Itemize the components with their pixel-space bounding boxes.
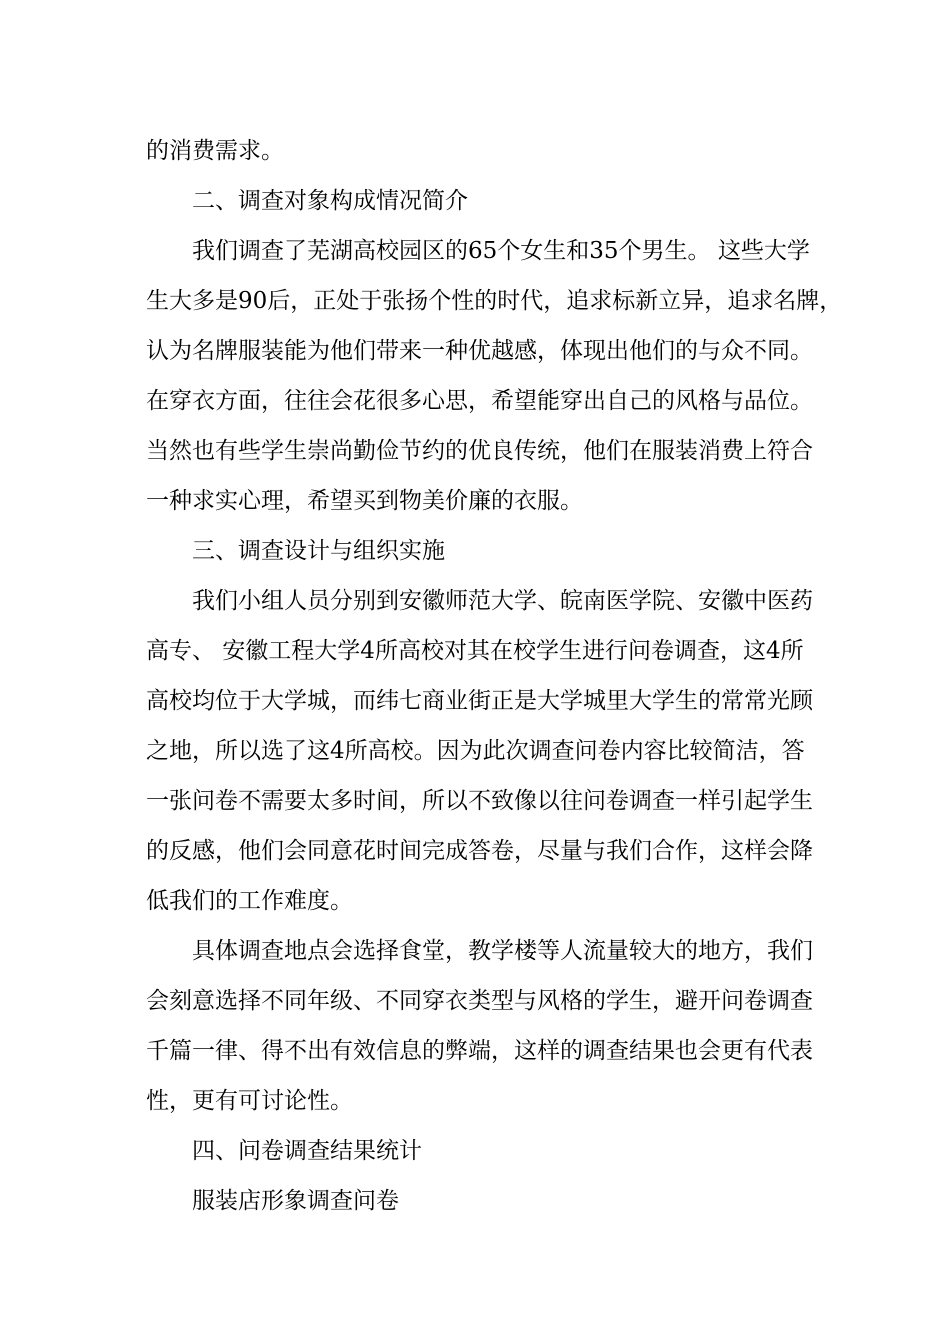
text-line: 会刻意选择不同年级、不同穿衣类型与风格的学生，避开问卷调查 bbox=[146, 988, 813, 1014]
section-heading bbox=[146, 1126, 818, 1176]
section-heading bbox=[146, 1176, 818, 1226]
text-line: 具体调查地点会选择食堂，教学楼等人流量较大的地方，我们 bbox=[192, 938, 813, 964]
text-line: 一张问卷不需要太多时间，所以不致像以往问卷调查一样引起学生 bbox=[146, 788, 813, 814]
paragraph bbox=[146, 226, 843, 526]
text-line: 四、问卷调查结果统计 bbox=[192, 1138, 422, 1164]
text-line: 我们小组人员分别到安徽师范大学、皖南医学院、安徽中医药 bbox=[192, 588, 813, 614]
text-line: 性，更有可讨论性。 bbox=[146, 1088, 353, 1114]
text-line: 千篇一律、得不出有效信息的弊端，这样的调查结果也会更有代表 bbox=[146, 1038, 813, 1064]
text-line: 生大多是90后，正处于张扬个性的时代，追求标新立异，追求名牌， bbox=[146, 288, 843, 314]
text-line: 三、调查设计与组织实施 bbox=[192, 538, 445, 564]
paragraph bbox=[146, 126, 818, 176]
text-line: 在穿衣方面，往往会花很多心思，希望能穿出自己的风格与品位。 bbox=[146, 388, 813, 414]
text-line: 二、调查对象构成情况简介 bbox=[192, 188, 468, 214]
text-line: 之地，所以选了这4所高校。因为此次调查问卷内容比较简洁，答 bbox=[146, 738, 805, 764]
section-heading bbox=[146, 176, 818, 226]
text-line: 低我们的工作难度。 bbox=[146, 888, 353, 914]
text-line: 一种求实心理，希望买到物美价廉的衣服。 bbox=[146, 488, 583, 514]
text-line: 高专、 安徽工程大学4所高校对其在校学生进行问卷调查，这4所 bbox=[146, 638, 804, 664]
text-line: 当然也有些学生崇尚勤俭节约的优良传统，他们在服装消费上符合 bbox=[146, 438, 813, 464]
text-line: 的消费需求。 bbox=[146, 138, 284, 164]
text-line: 的反感，他们会同意花时间完成答卷，尽量与我们合作，这样会降 bbox=[146, 838, 813, 864]
paragraph bbox=[146, 926, 818, 1126]
text-line: 认为名牌服装能为他们带来一种优越感，体现出他们的与众不同。 bbox=[146, 338, 813, 364]
text-line: 服装店形象调查问卷 bbox=[192, 1188, 399, 1214]
paragraph bbox=[146, 576, 818, 926]
text-line: 高校均位于大学城，而纬七商业街正是大学城里大学生的常常光顾 bbox=[146, 688, 813, 714]
section-heading bbox=[146, 526, 818, 576]
text-line: 我们调查了芜湖高校园区的65个女生和35个男生。 这些大学 bbox=[192, 238, 810, 264]
document-page bbox=[146, 126, 843, 1226]
